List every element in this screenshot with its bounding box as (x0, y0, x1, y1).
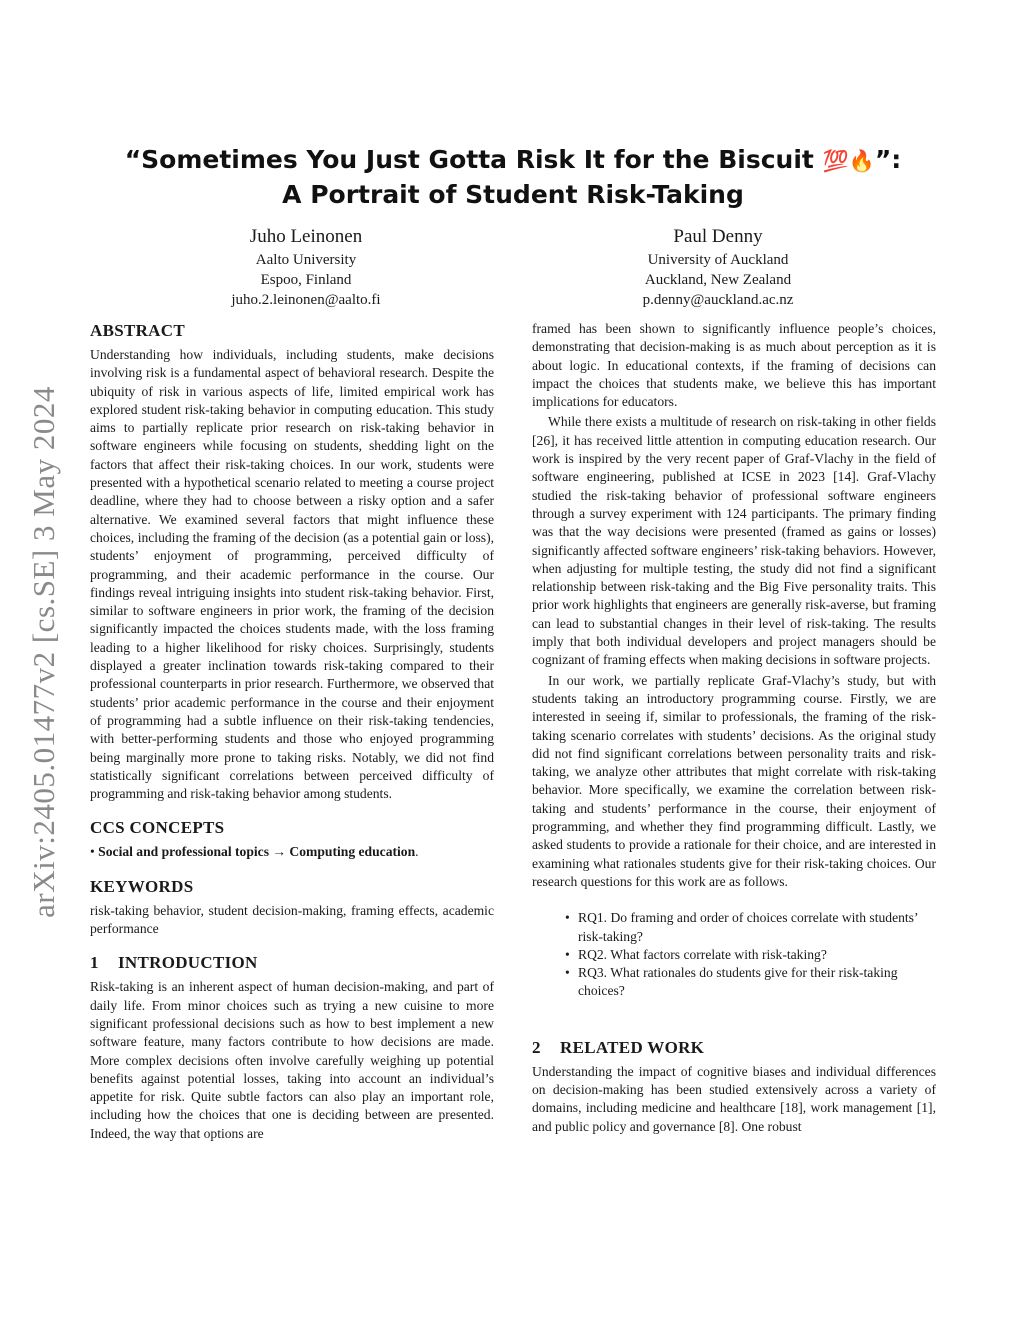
ccs-concept-item (90, 843, 494, 861)
related-work-heading (532, 1037, 936, 1059)
intro-paragraph-2: While there exists a multitude of research on risk-taking in other fields [26], it has received little attention in computing education research. Our work is inspired by the very recent paper of Graf-Vlachy in the field of software engineering, published at ICSE in 2023 [14]. Graf-Vlachy studied the risk-taking behavior of professional software engineers through a survey experiment with 124 participants. The primary finding was that the way decisions were presented (framed as gains or losses) significantly affected software engineers’ risk-taking behaviors. However, when adjusting for multiple testing, the study did not find a significant relationship between risk-taking and the Big Five personality traits. This prior work highlights that engineers are generally risk-averse, but framing can lead to substantial changes in their level of risk-taking. The results imply that both individual developers and project managers should be cognizant of framing effects when making decisions in software projects. (532, 414, 936, 668)
author-block-2 (558, 225, 878, 310)
author-affiliation: Aalto University (255, 252, 357, 268)
list-item: • RQ2. What factors correlate with risk-taking? (578, 946, 936, 964)
intro-paragraph-1: Risk-taking is an inherent aspect of human decision-making, and part of daily life. From minor choices such as trying a new cuisine to more significant professional decisions such as how to best implement a new software feature, many factors contribute to how decisions are made. More complex decisions often involve carefully weighing up potential benefits against potential losses, taking into account an individual’s appetite for risk. Quite subtle factors can also play an important role, including how the choices that one is deciding between are presented. Indeed, the way that options are (90, 979, 494, 1141)
ccs-heading: CCS CONCEPTS (90, 818, 225, 838)
arxiv-sidebar-stamp (22, 352, 66, 952)
section-title: RELATED WORK (560, 1037, 705, 1057)
intro-paragraph-3: In our work, we partially replicate Graf-Vlachy’s study, but with students taking an introductory programming course. Firstly, we are interested in seeing if, similar to professionals, the framing of the risk-taking scenario correlates with students’ decisions. As the original study did not find significant correlations between personality traits and risk-taking, we analyze other attributes that might correlate with risk-taking behavior. More specifically, we examine the correlation between risk-taking and students’ performance in the course, their enjoyment of programming, and whether they find programming difficult. Lastly, we asked students to provide a rationale for their choice, and are interested in examining what rationales students give for their risk-taking choices. Our research questions for this work are as follows. (532, 672, 936, 889)
list-item: • RQ3. What rationales do students give for their risk-taking choices? (578, 964, 936, 1001)
arxiv-identifier: arXiv:2405.01477v2 [cs.SE] 3 May 2024 (26, 386, 61, 918)
hundred-fire-emoji-icon: 💯🔥 (822, 149, 875, 173)
research-questions-list (532, 909, 936, 1000)
section-number: 2 (532, 1037, 541, 1057)
section-number: 1 (90, 953, 99, 973)
ccs-bullet: • (90, 844, 95, 860)
title-line-1-end: ”: (874, 145, 902, 174)
author-location: Espoo, Finland (260, 272, 352, 288)
ccs-concept: Social and professional topics → Computing education (98, 844, 416, 860)
author-block-1 (146, 225, 466, 310)
title-line-2: A Portrait of Student Risk-Taking (282, 180, 744, 209)
author-email: juho.2.leinonen@aalto.fi (231, 292, 381, 308)
left-column (90, 320, 494, 1143)
paper-title (90, 143, 936, 211)
related-work-paragraph-1: Understanding the impact of cognitive biases and individual differences on decision-making has been studied extensively across a variety of domains, including medicine and healthcare [18], work management [1], and public policy and governance [8]. One robust (532, 1063, 936, 1134)
title-line-1 (90, 143, 936, 178)
author-location: Auckland, New Zealand (644, 272, 792, 288)
author-name: Paul Denny (673, 226, 763, 247)
list-item: • RQ1. Do framing and order of choices correlate with students’ risk-taking? (578, 909, 936, 946)
introduction-heading (90, 952, 494, 974)
author-name: Juho Leinonen (249, 226, 363, 247)
keywords-heading: KEYWORDS (90, 876, 194, 896)
intro-paragraph-1-continued: framed has been shown to significantly influence people’s choices, demonstrating that decision-making is as much about perception as it is about logic. In educational contexts, if the framing of decisions can impact the choices that students make, we believe this has important implications for educators. (532, 321, 936, 410)
author-affiliation: University of Auckland (647, 252, 789, 268)
section-title: INTRODUCTION (118, 953, 258, 973)
keywords-text: risk-taking behavior, student decision-making, framing effects, academic performance (90, 902, 494, 937)
right-column (532, 320, 936, 1136)
abstract-text: Understanding how individuals, including students, make decisions involving risk is a fundamental aspect of behavioral research. Despite the ubiquity of risk in various aspects of life, limited empirical work has explored student risk-taking behavior in computing education. This study aims to partially replicate prior research on risk-taking behavior in software engineers while focusing on students, shedding light on the factors that affect their risk-taking choices. In our work, students were presented with a hypothetical scenario related to meeting a course project deadline, where they had to choose between a risky option and a safer alternative. We examined several factors that might influence these choices, including the framing of the decision (as a potential gain or loss), students’ enjoyment of programming, perceived difficulty of programming, and their academic performance in the course. Our findings reveal intriguing insights into student risk-taking behavior. First, similar to software engineers in prior work, the framing of the decision significantly impacted the choices students made, with the loss framing leading to a higher likelihood for risky choices. Surprisingly, students displayed a greater inclination towards risk-taking compared to their professional counterparts in prior research. Furthermore, we observed that students’ prior academic performance in the course and their enjoyment of programming had a subtle influence on their risk-taking tendencies, with better-performing students and those who enjoyed programming being marginally more prone to taking risks. Notably, we did not find statistically significant correlations between perceived difficulty of programming and risk-taking behavior among students. (90, 347, 494, 802)
abstract-heading: ABSTRACT (90, 321, 185, 340)
ccs-end: . (415, 844, 419, 860)
author-email: p.denny@auckland.ac.nz (642, 292, 794, 308)
title-line-1-text: “Sometimes You Just Gotta Risk It for the Biscuit (124, 145, 814, 174)
